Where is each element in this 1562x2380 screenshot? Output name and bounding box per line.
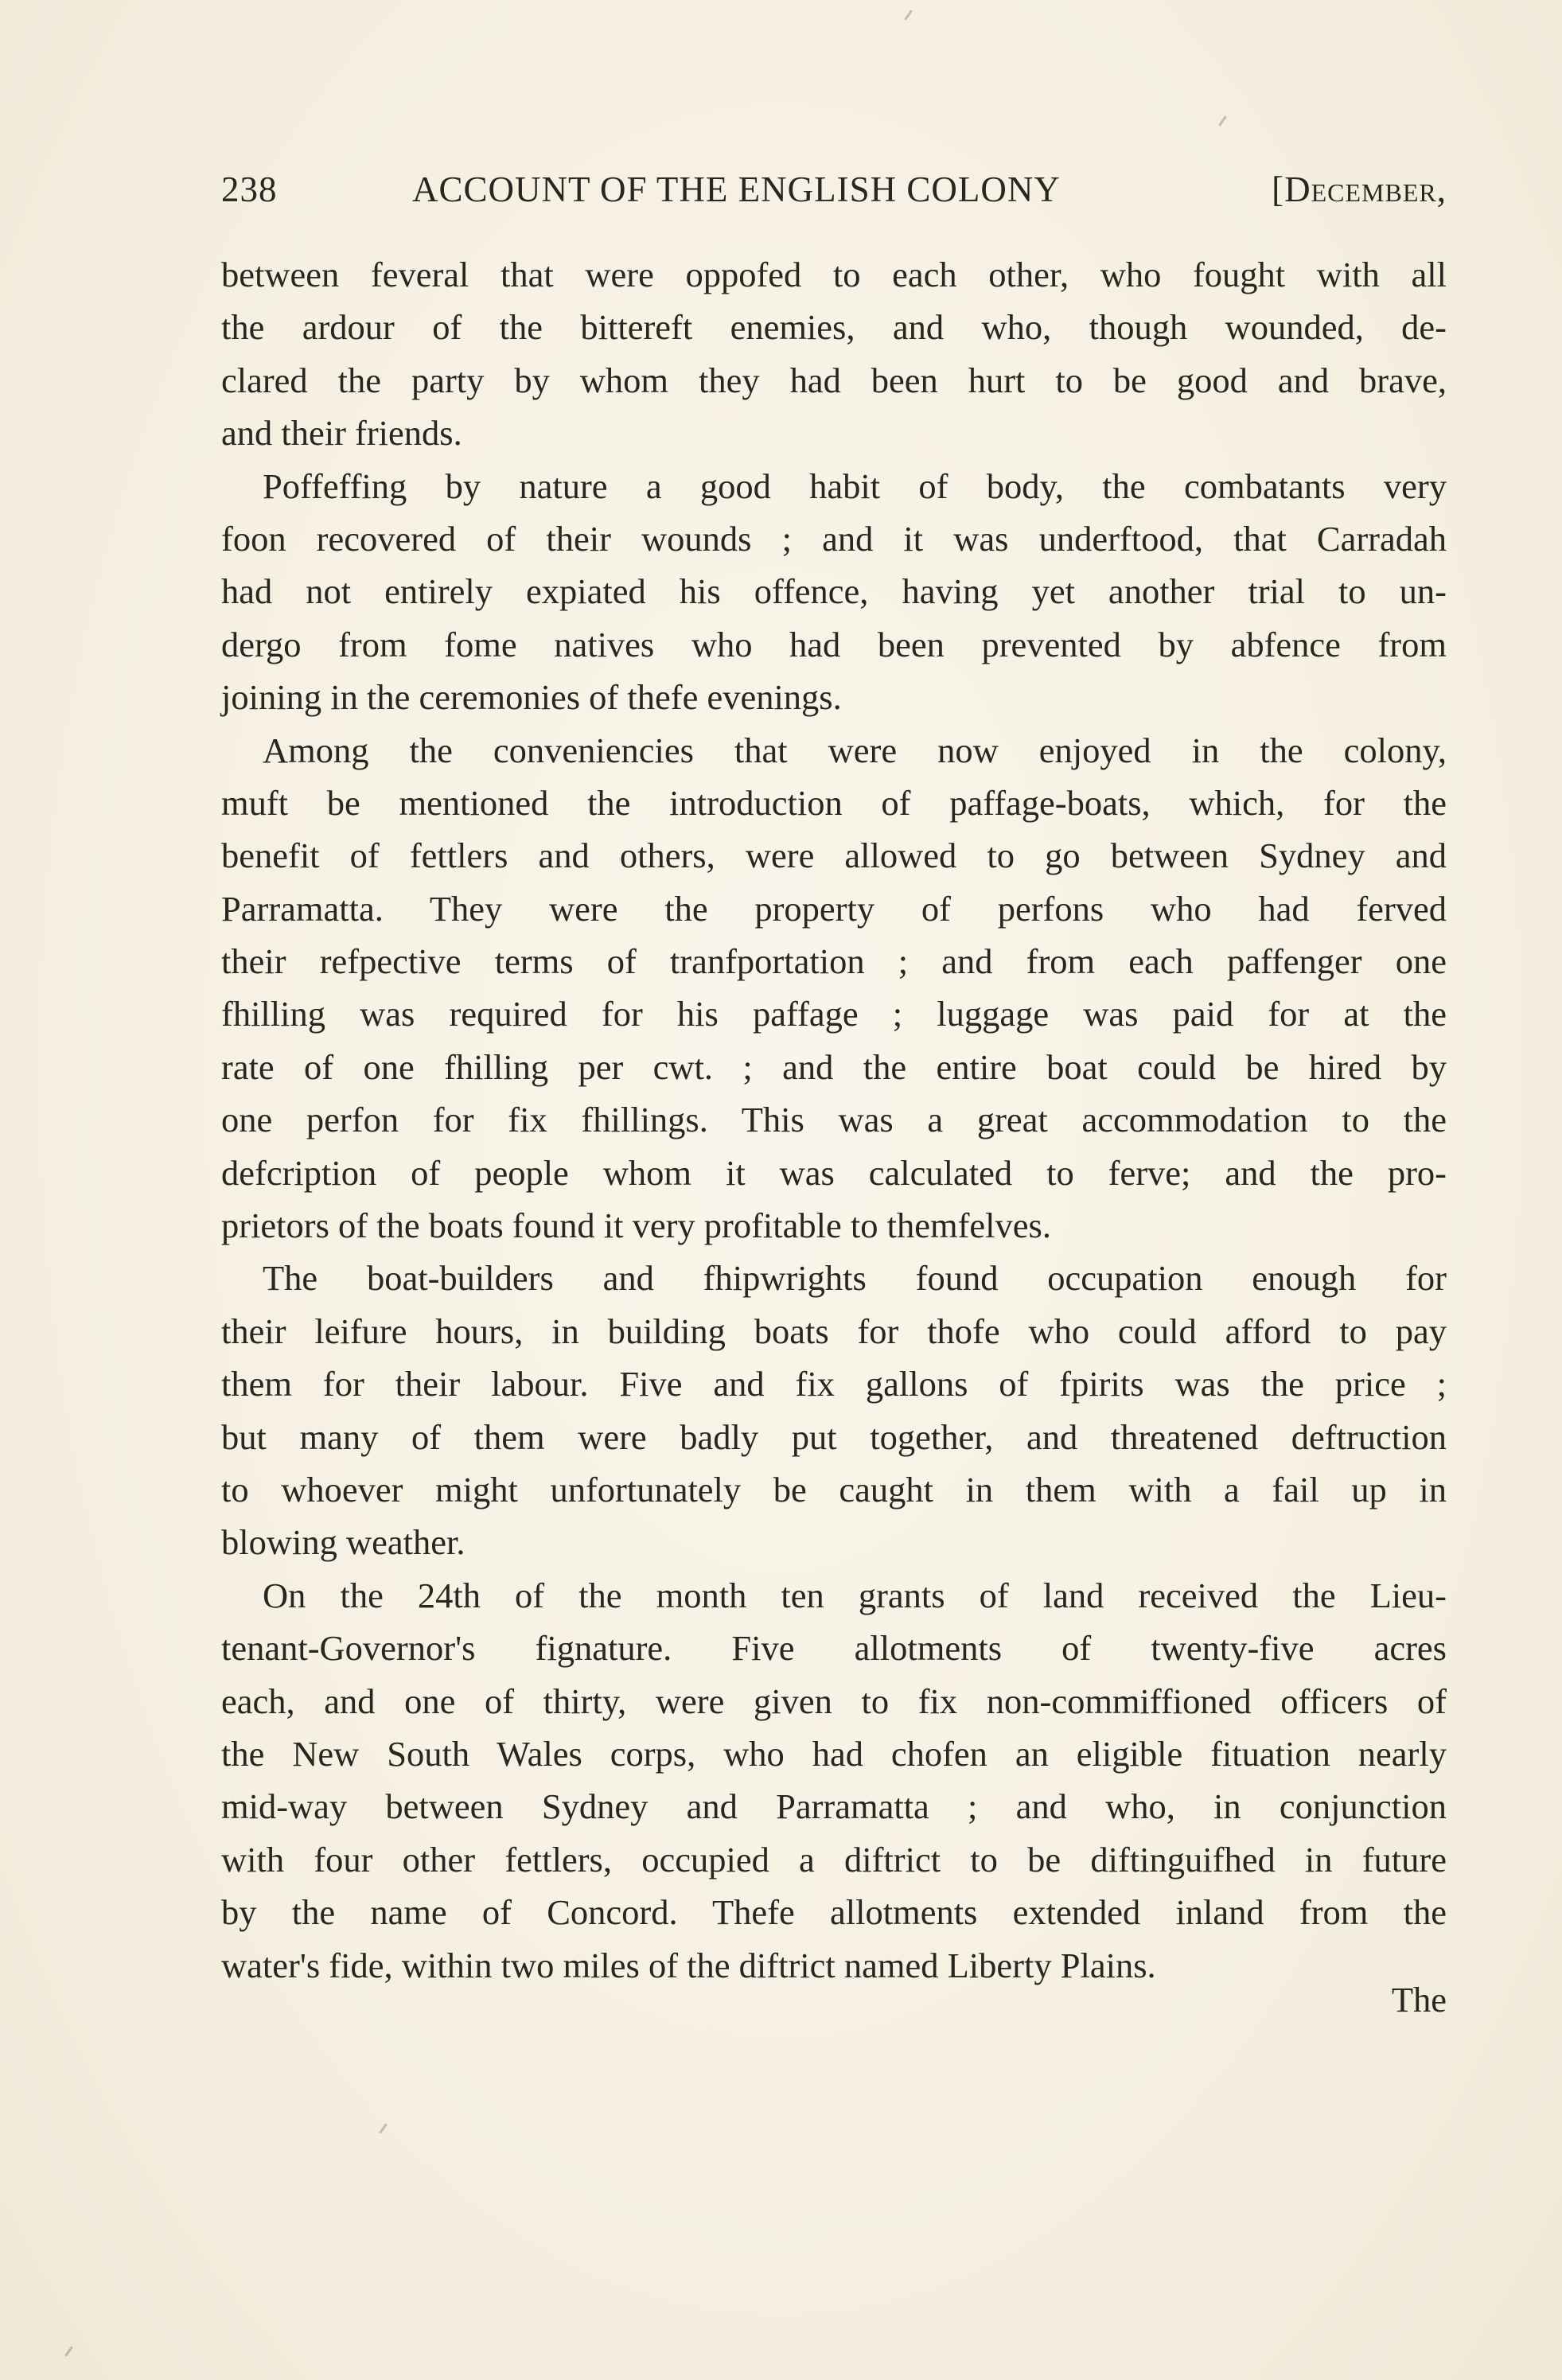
paper-speck xyxy=(64,2346,72,2356)
text-line: with four other fettlers, occupied a diftrict to be diftinguifhed in future xyxy=(221,1839,1447,1879)
text-line: Parramatta. They were the property of perfons who had ferved xyxy=(221,888,1447,929)
text-line: tenant-Governor's fignature. Five allotments of twenty-five acres xyxy=(221,1628,1447,1669)
text-line: fhilling was required for his paffage ; luggage was paid for at the xyxy=(221,994,1447,1034)
text-line: but many of them were badly put together, and threatened deftruction xyxy=(221,1416,1447,1457)
text-line: The boat-builders and fhipwrights found occupation enough for xyxy=(263,1258,1447,1299)
text-line: foon recovered of their wounds ; and it was underftood, that Carradah xyxy=(221,518,1447,559)
running-date: [December, xyxy=(1272,169,1447,209)
text-line: defcription of people whom it was calculated to ferve; and the pro- xyxy=(221,1152,1447,1193)
text-line: the New South Wales corps, who had chofen an eligible fituation nearly xyxy=(221,1733,1447,1774)
text-line: prietors of the boats found it very profitable to themfelves. xyxy=(221,1206,1051,1246)
text-line: to whoever might unfortunately be caught in them with a fail up in xyxy=(221,1469,1447,1509)
text-line: water's fide, within two miles of the diftrict named Liberty Plains. xyxy=(221,1945,1156,1985)
paper-speck xyxy=(904,10,912,20)
text-line: one perfon for fix fhillings. This was a great accommodation to the xyxy=(221,1100,1447,1140)
running-head: ACCOUNT OF THE ENGLISH COLONY xyxy=(412,169,1061,209)
text-line: them for their labour. Five and fix gallons of fpirits was the price ; xyxy=(221,1364,1447,1404)
text-line: muft be mentioned the introduction of paffage-boats, which, for the xyxy=(221,782,1447,823)
text-line: benefit of fettlers and others, were allowed to go between Sydney and xyxy=(221,836,1447,876)
catchword: The xyxy=(1391,1980,1447,2020)
page-number: 238 xyxy=(221,169,278,209)
page-header xyxy=(221,166,1447,213)
text-line: each, and one of thirty, were given to fix non-commiffioned officers of xyxy=(221,1681,1447,1721)
text-line: clared the party by whom they had been hurt to be good and brave, xyxy=(221,360,1447,400)
text-line: and their friends. xyxy=(221,413,462,454)
text-line: their leifure hours, in building boats for thofe who could afford to pay xyxy=(221,1311,1447,1351)
text-line: joining in the ceremonies of thefe evenings. xyxy=(221,677,842,718)
text-line: dergo from fome natives who had been prevented by abfence from xyxy=(221,624,1447,664)
text-line: On the 24th of the month ten grants of land received the Lieu- xyxy=(263,1575,1447,1615)
paper-speck xyxy=(1218,115,1226,126)
text-line: the ardour of the bittereft enemies, and who, though wounded, de- xyxy=(221,307,1447,348)
text-line: Poffeffing by nature a good habit of body, the combatants very xyxy=(263,465,1447,506)
body-text xyxy=(221,248,1447,1992)
text-line: Among the conveniencies that were now enjoyed in the colony, xyxy=(263,730,1447,770)
text-line: their refpective terms of tranfportation ; and from each paffenger one xyxy=(221,941,1447,982)
text-line: by the name of Concord. Thefe allotments extended inland from the xyxy=(221,1892,1447,1933)
text-line: blowing weather. xyxy=(221,1522,465,1563)
text-line: between feveral that were oppofed to each other, who fought with all xyxy=(221,255,1447,294)
paper-speck xyxy=(379,2123,387,2133)
text-line: rate of one fhilling per cwt. ; and the entire boat could be hired by xyxy=(221,1046,1447,1087)
text-line: had not entirely expiated his offence, having yet another trial to un- xyxy=(221,571,1447,612)
text-line: mid-way between Sydney and Parramatta ; and who, in conjunction xyxy=(221,1786,1447,1827)
